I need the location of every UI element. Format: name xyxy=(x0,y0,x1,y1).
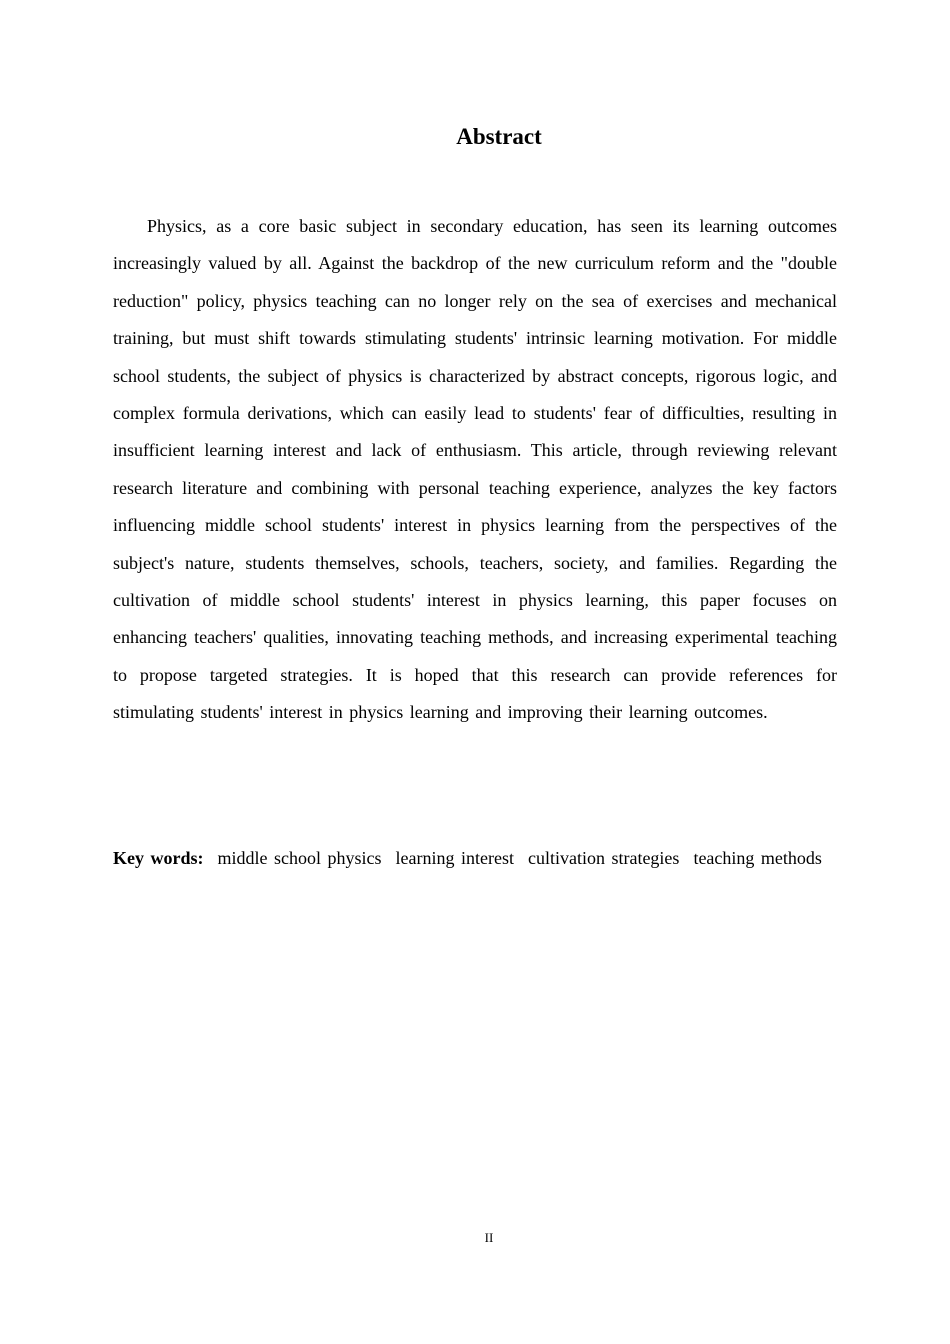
abstract-title: Abstract xyxy=(456,124,542,149)
abstract-body: Physics, as a core basic subject in secondary education, has seen its learning outcomes increasingly valued by all. Against the backdrop of the new curriculum reform and the "double reduction" policy, physics teaching can no longer rely on the sea of exercises and mechanical training, but must shift towards stimulating students' intrinsic learning motivation. For middle school students, the subject of physics is characterized by abstract concepts, rigorous logic, and complex formula derivations, which can easily lead to students' fear of difficulties, resulting in insufficient learning interest and lack of enthusiasm. This article, through reviewing relevant research literature and combining with personal teaching experience, analyzes the key factors influencing middle school students' interest in physics learning from the perspectives of the subject's nature, students themselves, schools, teachers, society, and families. Regarding the cultivation of middle school students' interest in physics learning, this paper focuses on enhancing teachers' qualities, innovating teaching methods, and increasing experimental teaching to propose targeted strategies. It is hoped that this research can provide references for stimulating students' interest in physics learning and improving their learning outcomes. xyxy=(113,216,837,723)
keyword-item: cultivation strategies xyxy=(527,848,680,868)
keyword-item: middle school physics xyxy=(217,848,382,868)
keywords-line xyxy=(113,840,837,877)
keyword-item: teaching methods xyxy=(693,848,822,868)
keywords-label: Key words: xyxy=(113,848,204,868)
keyword-item: learning interest xyxy=(395,848,514,868)
page-number: II xyxy=(484,1230,494,1245)
